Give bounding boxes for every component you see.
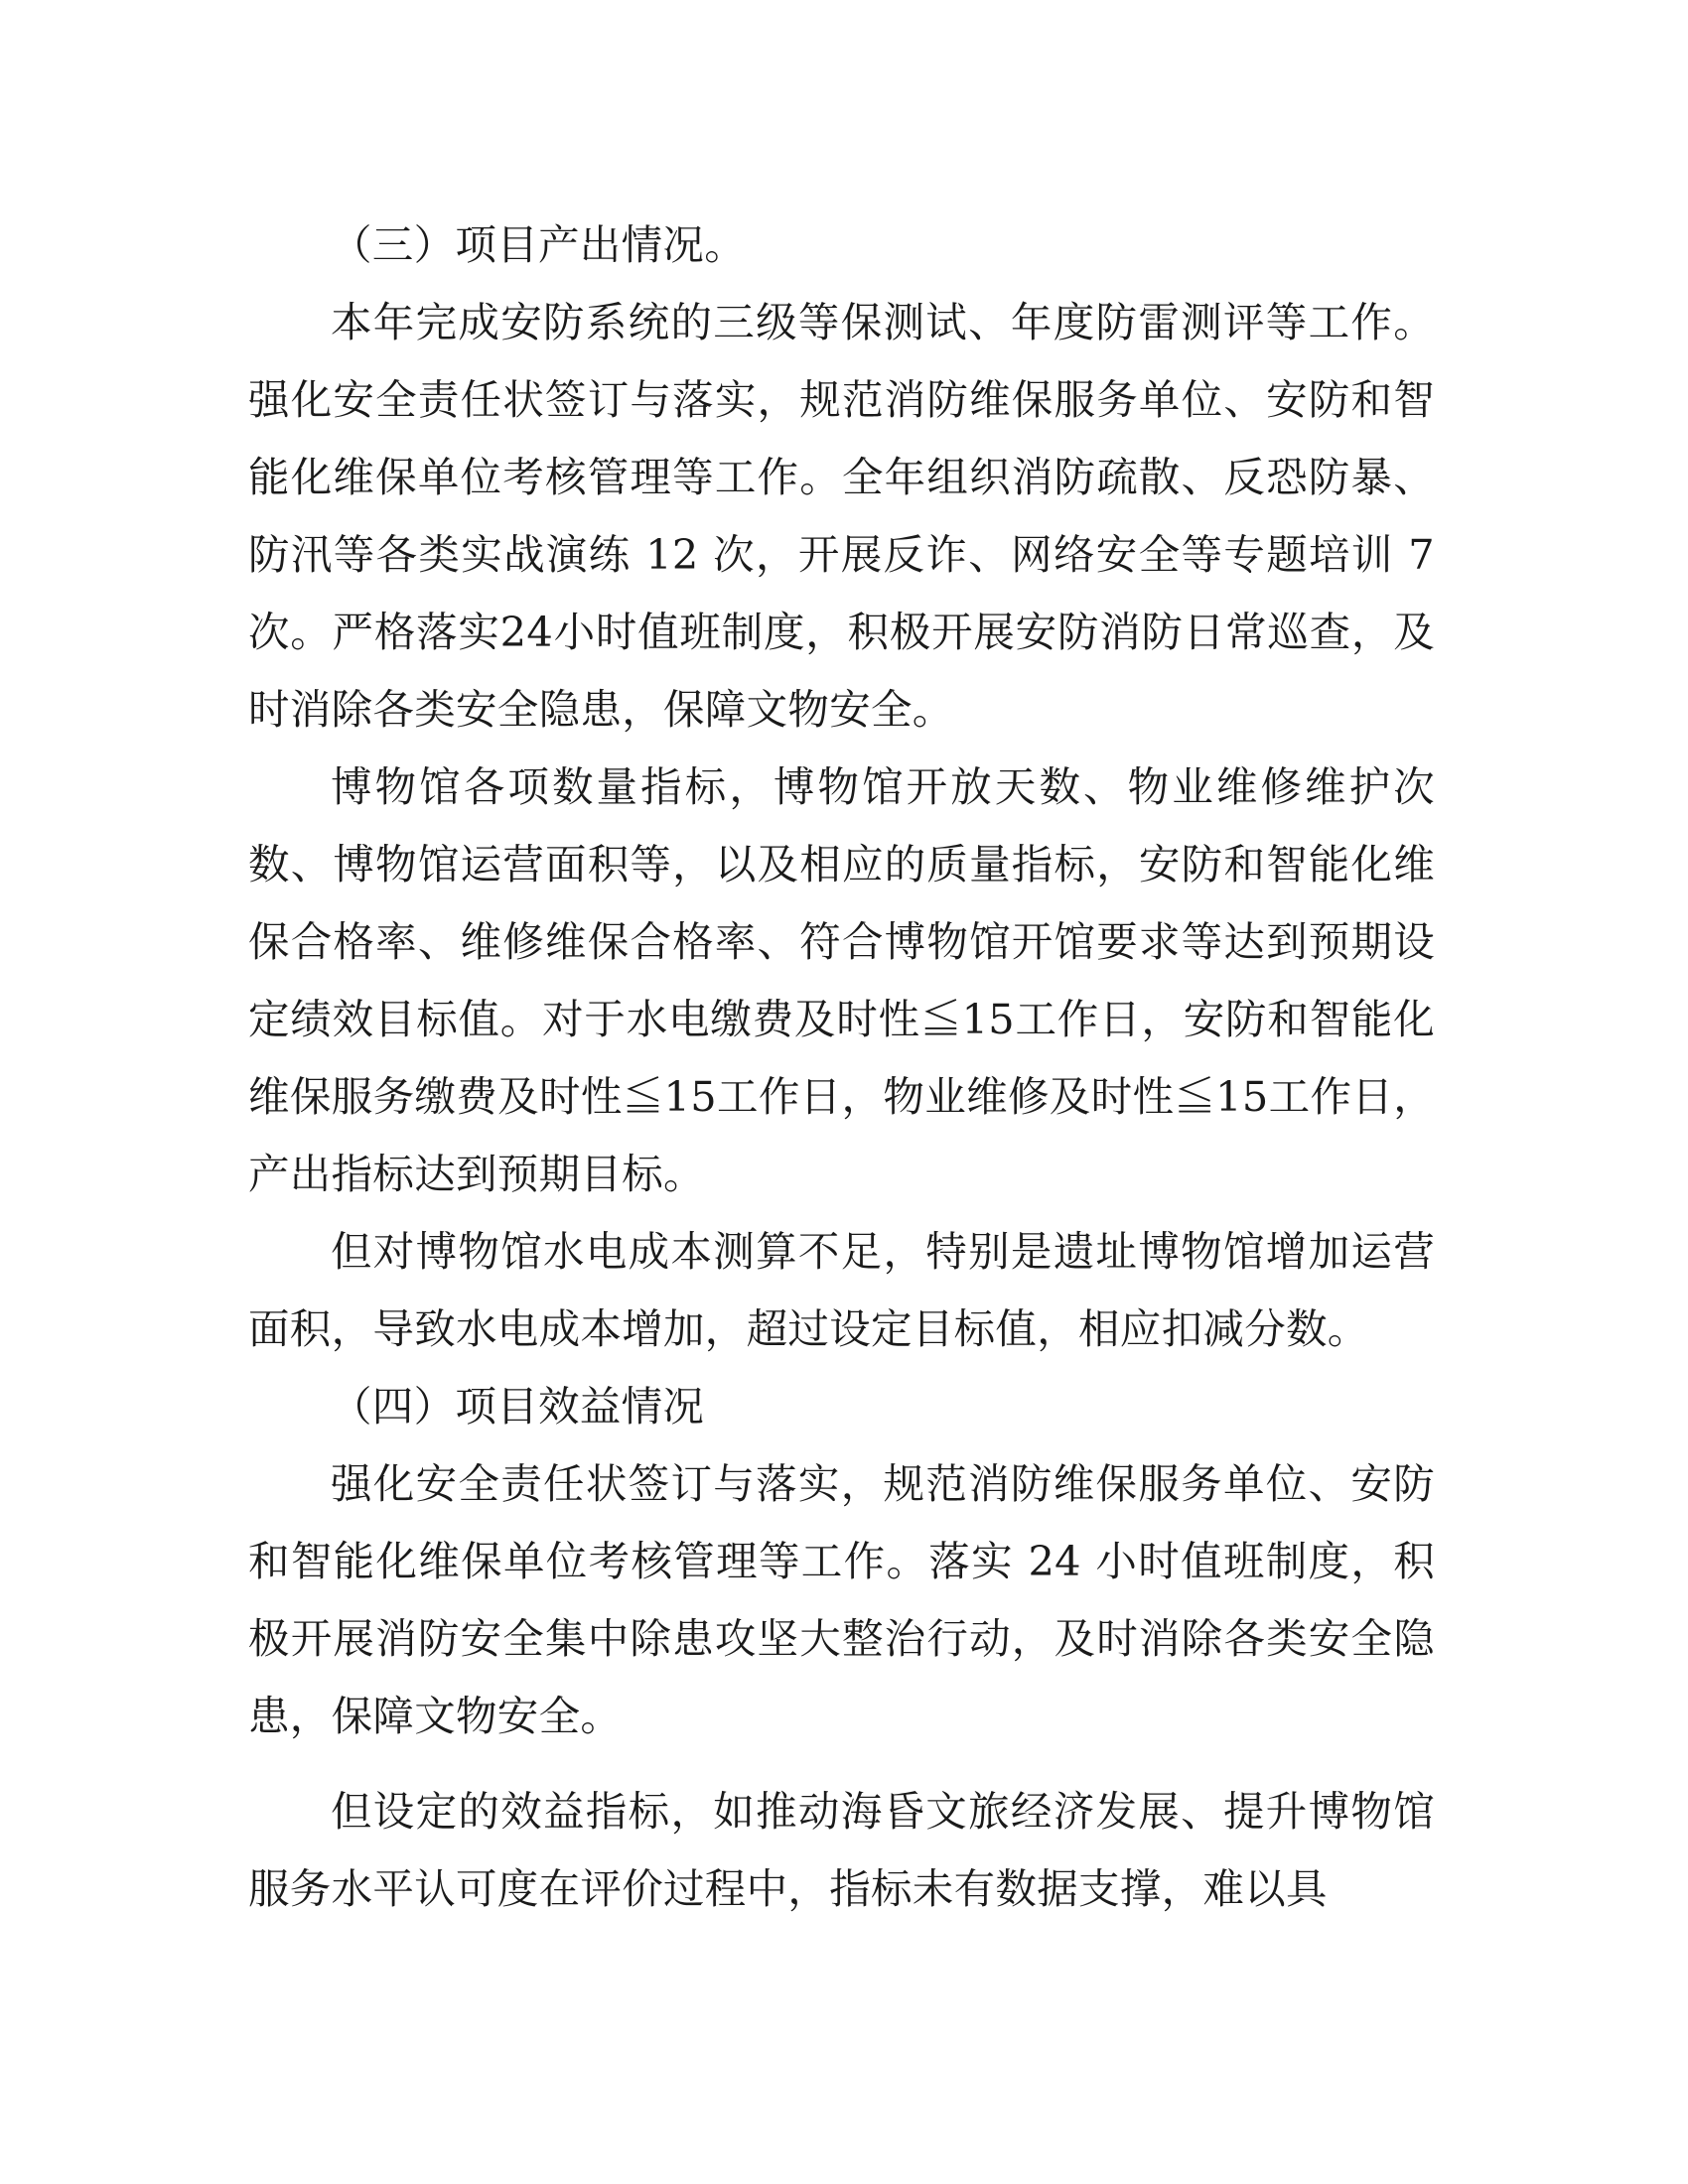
section-heading-output: （三）项目产出情况。 — [331, 220, 747, 269]
paragraph-output-shortfall: 但对博物馆水电成本测算不足，特别是遗址博物馆增加运营面积，导致水电成本增加，超过设定目标值，相应扣减分数。 — [248, 1227, 1435, 1353]
paragraph-benefit-summary: 强化安全责任状签订与落实，规范消防维保服务单位、安防和智能化维保单位考核管理等工作。落实 24 小时值班制度，积极开展消防安全集中除患攻坚大整治行动，及时消除各类安全隐患，保障文物安全。 — [248, 1459, 1435, 1740]
paragraph-benefit-shortfall: 但设定的效益指标，如推动海昏文旅经济发展、提升博物馆服务水平认可度在评价过程中，指标未有数据支撑，难以具 — [248, 1787, 1435, 1913]
section-heading-benefit: （四）项目效益情况 — [331, 1382, 705, 1431]
paragraph-output-work-summary: 本年完成安防系统的三级等保测试、年度防雷测评等工作。强化安全责任状签订与落实，规范消防维保服务单位、安防和智能化维保单位考核管理等工作。全年组织消防疏散、反恐防暴、防汛等各类实战演练 12 次，开展反诈、网络安全等专题培训 7 次。严格落实24小时值班制度，积极开展安防消防日常巡查，及时消除各类安全隐患，保障文物安全。 — [248, 298, 1435, 734]
paragraph-output-indicators: 博物馆各项数量指标，博物馆开放天数、物业维修维护次数、博物馆运营面积等，以及相应的质量指标，安防和智能化维保合格率、维修维保合格率、符合博物馆开馆要求等达到预期设定绩效目标值。对于水电缴费及时性≦15工作日，安防和智能化维保服务缴费及时性≦15工作日，物业维修及时性≦15工作日，产出指标达到预期目标。 — [248, 762, 1435, 1198]
document-body — [248, 206, 1435, 1928]
